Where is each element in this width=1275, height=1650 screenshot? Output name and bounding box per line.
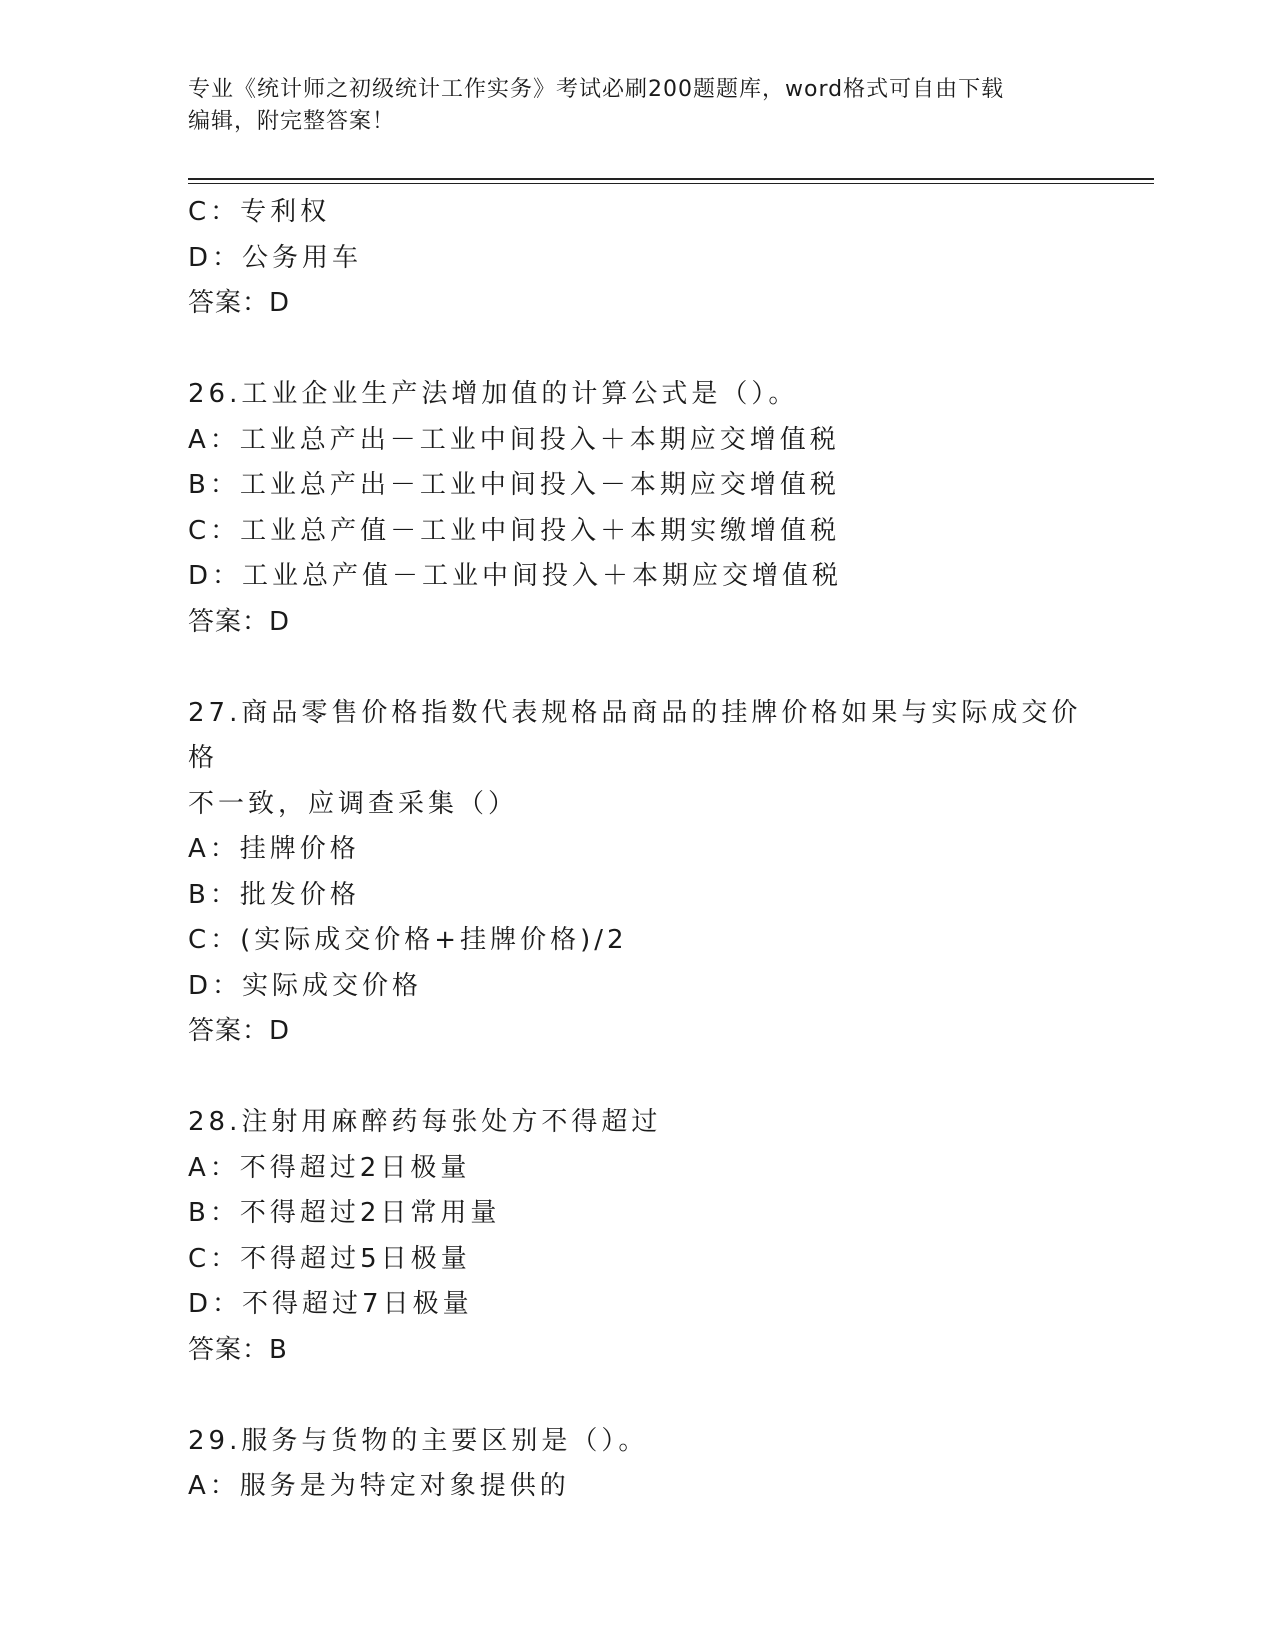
question-text: 29.服务与货物的主要区别是（）。 [188,1425,649,1456]
question-block-25 [188,190,1088,327]
option-d: D：工业总产值－工业中间投入＋本期应交增值税 [188,561,843,591]
option-b: B：不得超过2日常用量 [188,1198,501,1228]
option-b: B：工业总产出－工业中间投入－本期应交增值税 [188,470,840,500]
answer: 答案：D [188,1016,291,1046]
question-text-line-1: 27.商品零售价格指数代表规格品商品的挂牌价格如果与实际成交价格 [188,697,1082,773]
option-a: A：工业总产出－工业中间投入＋本期应交增值税 [188,424,840,455]
option-d: D：实际成交价格 [188,970,423,1001]
option-a: A：不得超过2日极量 [188,1152,471,1183]
answer: 答案：D [188,288,291,318]
spacer [188,1373,1088,1419]
header-rule-thick [188,178,1154,180]
document-header [188,74,1088,138]
header-line-1: 专业《统计师之初级统计工作实务》考试必刷200题题库，word格式可自由下载 [188,77,1005,102]
answer: 答案：D [188,606,291,637]
question-text-line-2: 不一致，应调查采集（） [188,788,519,819]
spacer [188,327,1088,373]
option-b: B：批发价格 [188,879,360,910]
question-list [188,190,1088,1510]
option-c: C：(实际成交价格+挂牌价格)/2 [188,925,628,955]
header-rule-thin [188,183,1154,184]
question-block-29 [188,1419,1088,1510]
option-c: C：工业总产值－工业中间投入＋本期实缴增值税 [188,515,841,546]
spacer [188,645,1088,691]
option-d: D：公务用车 [188,242,363,273]
option-c: C：不得超过5日极量 [188,1243,471,1274]
question-block-27 [188,691,1088,1055]
option-a: A：挂牌价格 [188,834,360,864]
question-text: 26.工业企业生产法增加值的计算公式是（）。 [188,379,799,409]
spacer [188,1055,1088,1101]
question-block-26 [188,372,1088,645]
answer: 答案：B [188,1334,288,1365]
question-text: 28.注射用麻醉药每张处方不得超过 [188,1107,662,1137]
option-a: A：服务是为特定对象提供的 [188,1471,570,1501]
header-line-2: 编辑，附完整答案！ [188,109,396,134]
option-c: C：专利权 [188,197,331,227]
question-block-28 [188,1100,1088,1373]
option-d: D：不得超过7日极量 [188,1289,473,1319]
